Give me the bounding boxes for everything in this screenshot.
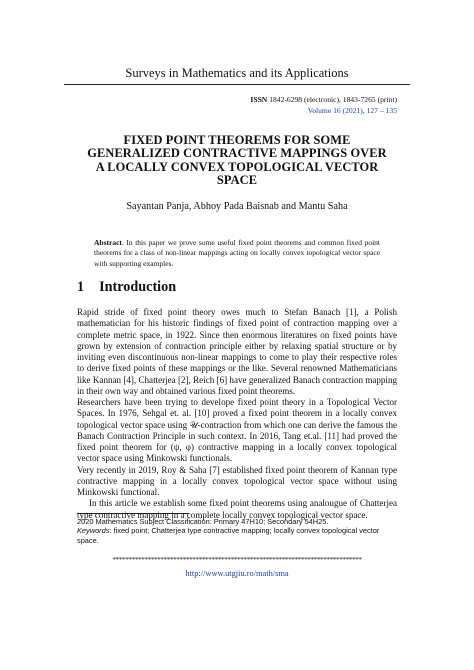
header-rule (64, 84, 410, 85)
issn-value: 1842-6298 (electronic), 1843-7265 (print) (269, 95, 397, 104)
msc-label: 2020 Mathematics Subject Classification (77, 517, 210, 526)
section-number: 1 (77, 279, 85, 295)
issn-label: ISSN (250, 95, 268, 104)
volume-link[interactable]: Volume 16 (2021), 127 – 135 (307, 106, 397, 115)
paragraph: Researchers have been trying to develope fixed point theory in a Topological Vector Spaces. In 1976, Sehgal et. al. [10] proved a fixed point theorem in a locally convex topological vector space using 𝒰-contraction from which one can derive the famous the Banach Contraction Principle in such context. In 2016, Tang et.al. [11] had proved the fixed point theorem for (ψ, φ) contractive mapping in a locally convex topological vector space using Minkowski functionals. (77, 397, 397, 464)
footnote-rule (77, 513, 189, 514)
footer-url-link[interactable]: http://www.utgjiu.ro/math/sma (185, 569, 289, 578)
abstract (94, 238, 380, 269)
title-line: GENERALIZED CONTRACTIVE MAPPINGS OVER (87, 146, 387, 161)
authors: Sayantan Panja, Abhoy Pada Baisnab and Mantu Saha (126, 201, 348, 212)
paragraph: Rapid stride of fixed point theory owes much to Stefan Banach [1], a Polish mathematician for his historic findings of fixed point of contraction mapping over a complete metric space, in 1922. Since then enormous literatures on fixed points have grown by extension of contraction principle either by relaxing spatial structure or by inviting even discontinuous non-linear mappings to come to play their respective roles to derive fixed points of these mappings or the like. Several renowned Mathematicians like Kannan [4], Chatterjea [2], Reich [6] have generalized Banach contraction mapping in their own way and obtained various fixed point theorems. (77, 307, 397, 396)
keywords-label: Keywords (77, 526, 110, 536)
paragraph: In this article we establish some fixed point theorems using analougue of Chatterjea type contractive mapping in a complete locally convex topological vector space. (77, 498, 397, 520)
paper-title (40, 134, 434, 188)
footer-stars: ****************************************************************************** (112, 556, 362, 564)
section-title: Introduction (99, 279, 177, 295)
issn-block (250, 94, 397, 116)
title-line: SPACE (216, 173, 258, 188)
title-line: FIXED POINT THEOREMS FOR SOME (123, 133, 351, 147)
journal-title: Surveys in Mathematics and its Applications (125, 66, 349, 80)
keywords-value: : fixed point; Chatterjea type contractive mapping; locally convex topological vector space. (77, 526, 380, 545)
abstract-label: Abstract (94, 238, 122, 247)
body-text (77, 307, 397, 521)
section-heading (77, 279, 176, 296)
footnote (77, 517, 397, 545)
abstract-text: . In this paper we prove some useful fixed point theorems and common fixed point theorems for a class of non-linear mappings acting on locally convex topological vector space with supporting examples. (94, 238, 380, 268)
paragraph: Very recently in 2019, Roy & Saha [7] established fixed point theorem of Kannan type contractive mapping in a locally convex topological vector space without using Minkowski functional. (77, 464, 397, 497)
msc-value: : Primary 47H10; Secondary 54H25. (209, 517, 329, 526)
title-line: A LOCALLY CONVEX TOPOLOGICAL VECTOR (95, 159, 379, 174)
